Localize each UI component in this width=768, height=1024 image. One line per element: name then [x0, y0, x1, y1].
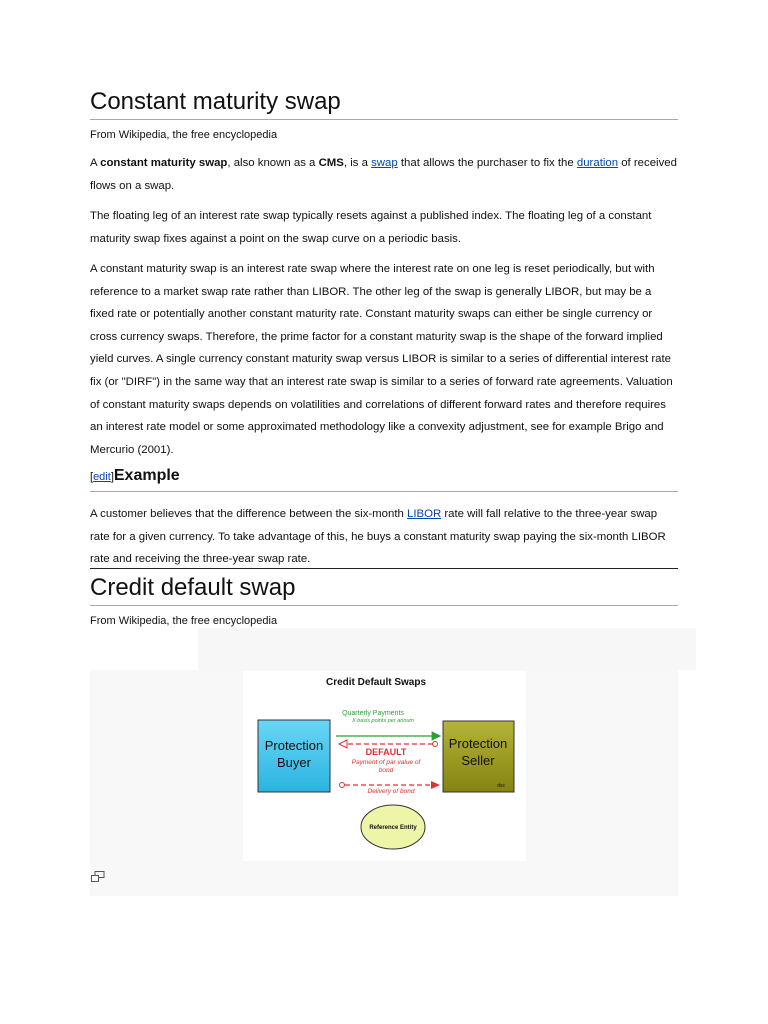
section-title: Example	[113, 467, 180, 484]
site-subtitle: From Wikipedia, the free encyclopedia	[90, 129, 278, 141]
default-start-dot	[433, 742, 438, 747]
payment-label-1: Payment of par value of	[351, 759, 421, 766]
buyer-label-1: Protection	[264, 738, 324, 753]
seller-label-1: Protection	[448, 736, 508, 751]
basis-label: X basis points per annum	[351, 718, 415, 724]
reference-label: Reference Entity	[369, 825, 417, 831]
bracket-open: [	[90, 471, 94, 483]
text-run: A customer believes that the difference between the six-month	[90, 508, 408, 520]
seller-label-2: Seller	[461, 753, 495, 768]
floating-leg-paragraph: The floating leg of an interest rate swap typically resets against a published index. The floating leg of a constant maturity swap fixes against a point on the swap curve on a periodic basis.	[90, 210, 652, 245]
cds-diagram-svg	[243, 671, 526, 861]
section-heading-example	[90, 466, 678, 492]
page-title: Constant maturity swap	[90, 88, 678, 120]
page-title-2: Credit default swap	[90, 574, 678, 606]
delivery-start-dot	[340, 783, 345, 788]
text-run: rate will fall relative to the three-year swap rate for a given currency. To take advantage of this, he buys a constant maturity swap paying the six-month LIBOR rate and receiving the three-year swap rate.	[90, 508, 666, 566]
example-paragraph	[90, 503, 678, 571]
default-label: DEFAULT	[365, 747, 407, 757]
diagram-title: Credit Default Swaps	[325, 677, 427, 688]
quarterly-label: Quarterly Payments	[342, 710, 404, 717]
magnify-icon-svg	[90, 870, 106, 884]
edit-link[interactable]: edit	[93, 471, 111, 483]
text-run: A	[90, 157, 101, 169]
bold-term: CMS	[318, 157, 344, 169]
text-run: of received flows on a swap.	[90, 157, 677, 192]
text-run: , is a	[343, 157, 372, 169]
bold-term: constant maturity swap	[100, 157, 228, 169]
payment-label-2: bond	[378, 767, 394, 774]
delivery-arrowhead	[431, 781, 440, 789]
delivery-label: Delivery of bond	[367, 788, 415, 795]
article-divider	[90, 568, 678, 569]
infobox-band	[198, 628, 696, 670]
text-run: that allows the purchaser to fix the	[397, 157, 577, 169]
magnify-icon[interactable]	[90, 870, 106, 884]
site-subtitle-2: From Wikipedia, the free encyclopedia	[90, 615, 278, 627]
text-run: , also known as a	[227, 157, 319, 169]
bracket-close: ]	[110, 471, 114, 483]
cds-diagram[interactable]	[243, 671, 526, 861]
default-arrowhead	[339, 740, 347, 748]
seller-mark: dsc	[497, 783, 505, 789]
buyer-label-2: Buyer	[277, 755, 311, 770]
intro-paragraph	[90, 152, 678, 197]
libor-link[interactable]: LIBOR	[407, 508, 442, 520]
description-paragraph: A constant maturity swap is an interest rate swap where the interest rate on one leg is reset periodically, but with reference to a market swap rate rather than LIBOR. The other leg of the swap is generally LIBOR, but may be a fixed rate or potentially another constant maturity rate. Constant maturity swaps can either be single currency or cross currency swaps. Therefore, the prime factor for a constant maturity swap is the shape of the forward implied yield curves. A single currency constant maturity swap versus LIBOR is similar to a series of differential interest rate fix (or "DIRF") in the same way that an interest rate swap is similar to a series of forward rate agreements. Valuation of constant maturity swaps depends on volatilities and correlations of different forward rates and therefore requires an interest rate model or some approximated methodology like a convexity adjustment, see for example Brigo and Mercurio (2001).	[90, 263, 673, 456]
edit-bracket	[90, 471, 114, 483]
swap-link[interactable]: swap	[371, 157, 398, 169]
duration-link[interactable]: duration	[576, 157, 619, 169]
